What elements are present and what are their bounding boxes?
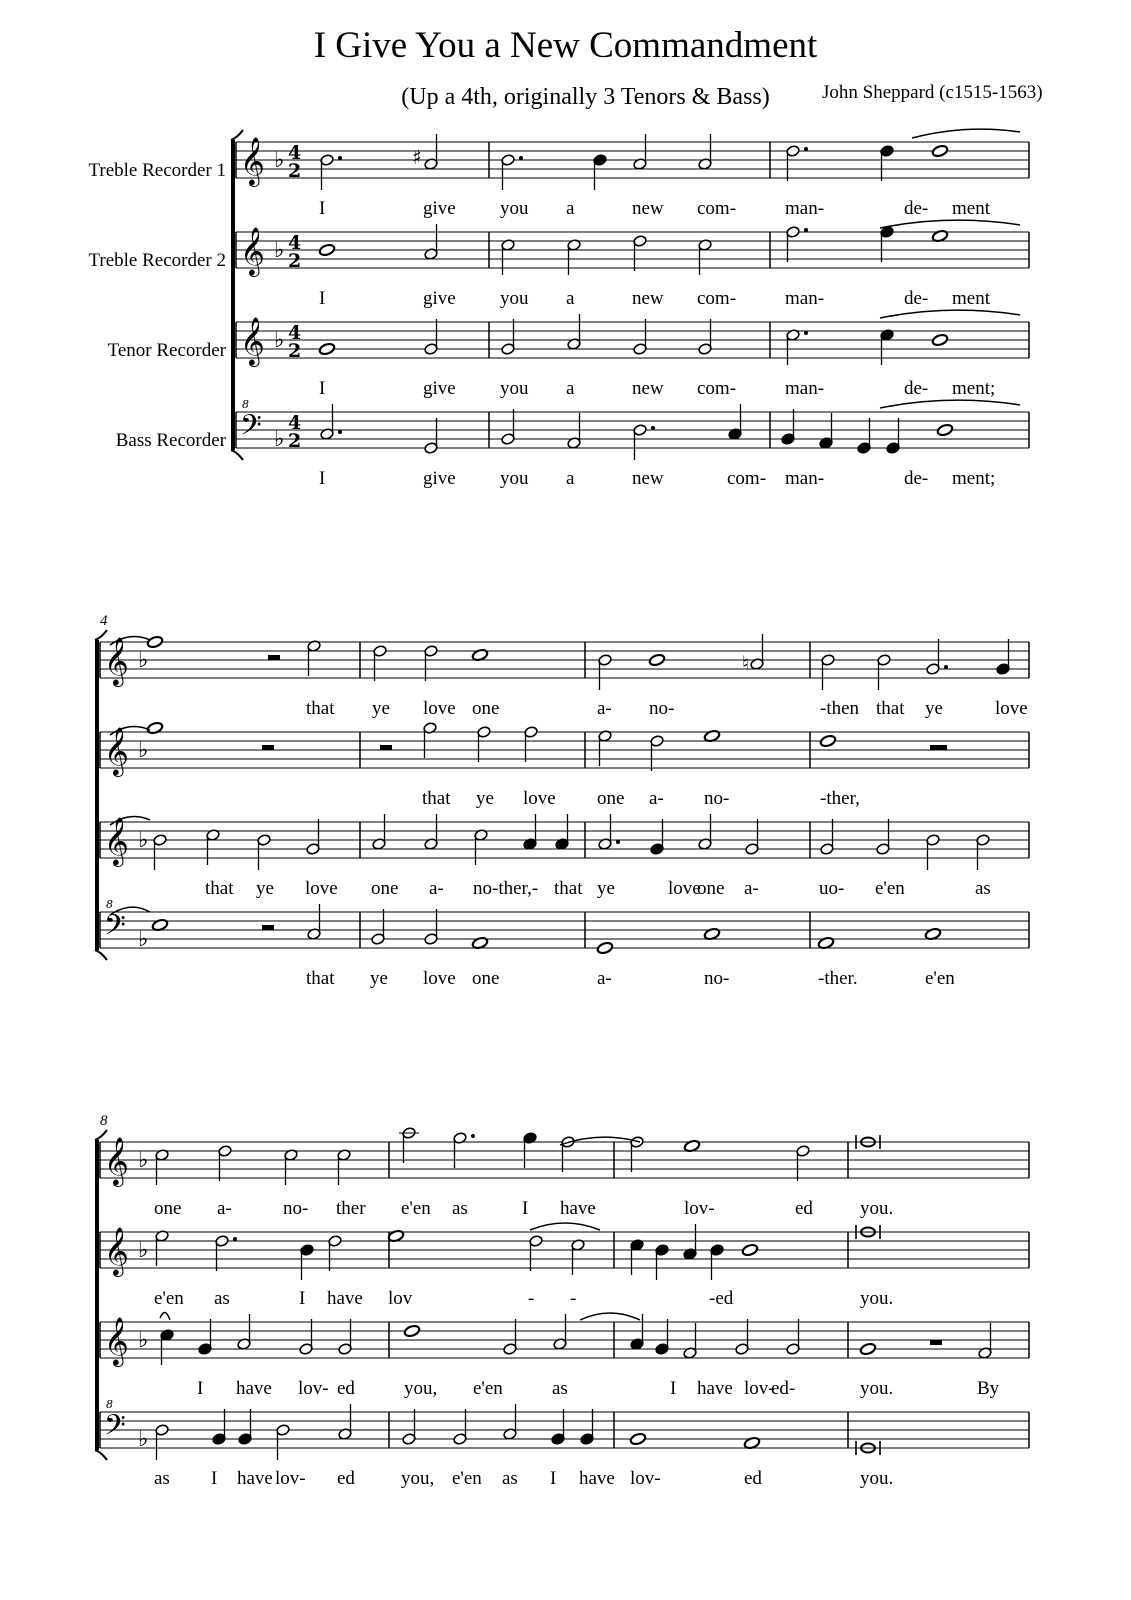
flat-icon: ♭ bbox=[274, 328, 285, 353]
lyric-syllable: de- bbox=[904, 198, 929, 219]
lyric-syllable: de- bbox=[904, 468, 929, 489]
lyric-syllable: - bbox=[528, 1288, 535, 1309]
lyric-syllable: ed bbox=[337, 1378, 355, 1399]
augmentation-dot bbox=[804, 228, 808, 232]
lyric-syllable: love bbox=[523, 788, 556, 809]
lyric-syllable: you. bbox=[860, 1288, 894, 1309]
augmentation-dot bbox=[804, 147, 808, 151]
half-rest-icon bbox=[268, 655, 280, 660]
lyric-syllable: ye bbox=[597, 878, 615, 899]
lyric-syllable: have bbox=[236, 1378, 272, 1399]
tie-slur bbox=[880, 220, 1020, 228]
lyric-syllable: ed- bbox=[771, 1378, 796, 1399]
score-subtitle: (Up a 4th, originally 3 Tenors & Bass) bbox=[401, 84, 770, 110]
lyric-syllable: a bbox=[566, 468, 575, 489]
treble-clef-icon: 𝄞 bbox=[104, 636, 129, 685]
natural-icon: ♮ bbox=[742, 651, 750, 675]
augmentation-dot bbox=[804, 331, 808, 335]
lyric-syllable: de- bbox=[904, 378, 929, 399]
lyric-syllable: I bbox=[319, 468, 326, 489]
tie-slur bbox=[580, 1313, 640, 1320]
flat-icon: ♭ bbox=[138, 738, 149, 763]
note-head bbox=[596, 941, 613, 955]
treble-clef-icon: 𝄞 bbox=[104, 1136, 129, 1185]
lyric-syllable: I bbox=[550, 1468, 557, 1489]
bass-clef-icon: 𝄢 bbox=[104, 909, 126, 949]
time-signature-bottom: 2 bbox=[288, 250, 302, 272]
lyric-syllable: e'en bbox=[875, 878, 905, 899]
lyric-syllable: a bbox=[566, 288, 575, 309]
note-head bbox=[819, 734, 836, 748]
measure-number-4: 4 bbox=[100, 613, 108, 629]
time-signature-top: 4 bbox=[288, 322, 302, 344]
lyric-syllable: ed bbox=[795, 1198, 813, 1219]
lyric-syllable: ther bbox=[336, 1198, 366, 1219]
tie-slur bbox=[912, 129, 1020, 138]
bracket-bottom-hook bbox=[231, 450, 243, 460]
time-signature-top: 4 bbox=[288, 412, 302, 434]
lyric-syllable: I bbox=[299, 1288, 306, 1309]
flat-icon: ♭ bbox=[138, 927, 149, 952]
lyric-syllable: com- bbox=[697, 288, 737, 309]
note-head bbox=[741, 1243, 758, 1257]
lyric-syllable: love bbox=[423, 698, 456, 719]
lyric-syllable: new bbox=[632, 288, 664, 309]
lyric-syllable: have bbox=[327, 1288, 363, 1309]
lyric-syllable: that bbox=[876, 698, 905, 719]
lyric-syllable: ed bbox=[337, 1468, 355, 1489]
lyric-syllable: a- bbox=[597, 698, 612, 719]
treble-clef-icon: 𝄞 bbox=[104, 726, 129, 775]
lyric-syllable: lov- bbox=[275, 1468, 306, 1489]
lyric-syllable: one bbox=[154, 1198, 182, 1219]
bracket-bottom-hook bbox=[95, 1450, 107, 1460]
augmentation-dot bbox=[471, 1134, 475, 1138]
lyric-syllable: man- bbox=[785, 468, 825, 489]
half-rest-icon bbox=[930, 745, 942, 750]
lyric-syllable: I bbox=[670, 1378, 677, 1399]
lyric-syllable: e'en bbox=[154, 1288, 184, 1309]
lyric-syllable: have bbox=[579, 1468, 615, 1489]
lyric-syllable: as bbox=[552, 1378, 568, 1399]
lyric-syllable: one bbox=[371, 878, 399, 899]
flat-icon: ♭ bbox=[274, 148, 285, 173]
lyric-syllable: you. bbox=[860, 1468, 894, 1489]
lyric-syllable: one bbox=[472, 968, 500, 989]
bass-clef-icon: 𝄢 bbox=[104, 1409, 126, 1449]
lyric-syllable: that bbox=[306, 698, 335, 719]
lyric-syllable: - bbox=[570, 1288, 577, 1309]
lyric-syllable: man- bbox=[785, 198, 825, 219]
lyric-syllable: ye bbox=[476, 788, 494, 809]
bracket-bottom-hook bbox=[95, 950, 107, 960]
augmentation-dot bbox=[616, 840, 620, 844]
treble-clef-icon: 𝄞 bbox=[240, 226, 265, 275]
lyric-syllable: ment bbox=[952, 288, 990, 309]
treble-clef-icon: 𝄞 bbox=[104, 816, 129, 865]
part-name-tenor: Tenor Recorder bbox=[107, 340, 226, 361]
lyric-syllable: I bbox=[319, 198, 326, 219]
lyric-syllable: love bbox=[423, 968, 456, 989]
lyric-syllable: I bbox=[319, 288, 326, 309]
lyric-syllable: ment; bbox=[952, 378, 996, 399]
lyric-syllable: I bbox=[522, 1198, 529, 1219]
lyric-syllable: ye bbox=[925, 698, 943, 719]
half-rest-icon bbox=[380, 745, 392, 750]
lyric-syllable: you bbox=[500, 198, 529, 219]
measure-number-8: 8 bbox=[100, 1113, 108, 1129]
tie-slur bbox=[880, 310, 1020, 318]
lyric-syllable: -ther, bbox=[820, 788, 860, 809]
lyric-syllable: uo- bbox=[819, 878, 845, 899]
lyric-syllable: that bbox=[422, 788, 451, 809]
lyric-syllable: com- bbox=[727, 468, 767, 489]
sharp-icon: ♯ bbox=[412, 145, 422, 169]
lyric-syllable: com- bbox=[697, 198, 737, 219]
lyric-syllable: lov- bbox=[744, 1378, 775, 1399]
lyric-syllable: new bbox=[632, 198, 664, 219]
time-signature-bottom: 2 bbox=[288, 160, 302, 182]
augmentation-dot bbox=[338, 430, 342, 434]
augmentation-dot bbox=[944, 665, 948, 669]
note-head bbox=[931, 333, 948, 347]
lyric-syllable: that bbox=[306, 968, 335, 989]
lyric-syllable: you, bbox=[404, 1378, 438, 1399]
lyric-syllable: no- bbox=[704, 968, 730, 989]
lyric-syllable: have bbox=[560, 1198, 596, 1219]
lyric-syllable: e'en bbox=[401, 1198, 431, 1219]
lyric-syllable: ye bbox=[372, 698, 390, 719]
octave-mark: 8 bbox=[106, 898, 113, 911]
note-head bbox=[936, 423, 953, 437]
note-head bbox=[146, 635, 163, 649]
lyric-syllable: lov- bbox=[298, 1378, 329, 1399]
lyric-syllable: you bbox=[500, 288, 529, 309]
lyric-syllable: you. bbox=[860, 1378, 894, 1399]
lyric-syllable: love bbox=[995, 698, 1028, 719]
lyric-syllable: e'en bbox=[452, 1468, 482, 1489]
lyric-syllable: ment; bbox=[952, 468, 996, 489]
lyric-syllable: a bbox=[566, 378, 575, 399]
score-title: I Give You a New Commandment bbox=[313, 25, 818, 66]
lyric-syllable: have bbox=[237, 1468, 273, 1489]
time-signature-top: 4 bbox=[288, 232, 302, 254]
flat-icon: ♭ bbox=[274, 238, 285, 263]
lyric-syllable: a bbox=[566, 198, 575, 219]
lyric-syllable: as bbox=[214, 1288, 230, 1309]
lyric-syllable: you bbox=[500, 468, 529, 489]
lyric-syllable: a- bbox=[649, 788, 664, 809]
lyric-syllable: e'en bbox=[925, 968, 955, 989]
lyric-syllable: com- bbox=[697, 378, 737, 399]
lyric-syllable: no- bbox=[283, 1198, 309, 1219]
lyric-syllable: a- bbox=[217, 1198, 232, 1219]
augmentation-dot bbox=[519, 156, 523, 160]
half-rest-icon bbox=[262, 925, 274, 930]
composer-credit: John Sheppard (c1515-1563) bbox=[822, 82, 1043, 103]
half-rest-icon bbox=[930, 1340, 942, 1345]
lyric-syllable: ye bbox=[256, 878, 274, 899]
treble-clef-icon: 𝄞 bbox=[104, 1316, 129, 1365]
lyric-syllable: man- bbox=[785, 378, 825, 399]
flat-icon: ♭ bbox=[138, 1238, 149, 1263]
lyric-syllable: as bbox=[502, 1468, 518, 1489]
tie-slur bbox=[160, 1312, 170, 1320]
note-head bbox=[931, 144, 948, 158]
flat-icon: ♭ bbox=[138, 828, 149, 853]
bass-clef-icon: 𝄢 bbox=[240, 409, 262, 449]
lyric-syllable: e'en bbox=[473, 1378, 503, 1399]
lyric-syllable: By bbox=[977, 1378, 1000, 1399]
lyric-syllable: no- bbox=[649, 698, 675, 719]
lyric-syllable: give bbox=[423, 288, 456, 309]
lyric-syllable: you, bbox=[401, 1468, 435, 1489]
part-name-treble-2: Treble Recorder 2 bbox=[88, 250, 226, 271]
lyric-syllable: I bbox=[211, 1468, 218, 1489]
lyric-syllable: you. bbox=[860, 1198, 894, 1219]
octave-mark: 8 bbox=[106, 1398, 113, 1411]
flat-icon: ♭ bbox=[138, 648, 149, 673]
system-bracket bbox=[231, 140, 235, 450]
augmentation-dot bbox=[651, 426, 655, 430]
treble-clef-icon: 𝄞 bbox=[240, 136, 265, 185]
system-bracket bbox=[95, 640, 99, 950]
lyric-syllable: love bbox=[668, 878, 701, 899]
lyric-syllable: no- bbox=[704, 788, 730, 809]
treble-clef-icon: 𝄞 bbox=[104, 1226, 129, 1275]
lyric-syllable: one bbox=[697, 878, 725, 899]
lyric-syllable: lov- bbox=[684, 1198, 715, 1219]
lyric-syllable: man- bbox=[785, 288, 825, 309]
part-name-bass: Bass Recorder bbox=[115, 430, 226, 451]
lyric-syllable: as bbox=[975, 878, 991, 899]
flat-icon: ♭ bbox=[138, 1427, 149, 1452]
lyric-syllable: give bbox=[423, 198, 456, 219]
note-head bbox=[859, 1342, 876, 1356]
note-head bbox=[318, 243, 335, 257]
note-head bbox=[629, 1432, 646, 1446]
system-bracket bbox=[95, 1140, 99, 1450]
lyric-syllable: lov bbox=[388, 1288, 413, 1309]
lyric-syllable: I bbox=[197, 1378, 204, 1399]
lyric-syllable: love bbox=[305, 878, 338, 899]
time-signature-bottom: 2 bbox=[288, 430, 302, 452]
part-name-treble-1: Treble Recorder 1 bbox=[88, 160, 226, 181]
lyric-syllable: give bbox=[423, 468, 456, 489]
augmentation-dot bbox=[233, 1237, 237, 1241]
lyric-syllable: -then bbox=[820, 698, 860, 719]
lyric-syllable: that bbox=[554, 878, 583, 899]
lyric-syllable: one bbox=[472, 698, 500, 719]
flat-icon: ♭ bbox=[138, 1328, 149, 1353]
lyric-syllable: ment bbox=[952, 198, 990, 219]
tie-slur bbox=[880, 400, 1020, 408]
lyric-syllable: new bbox=[632, 468, 664, 489]
lyric-syllable: that bbox=[205, 878, 234, 899]
lyric-syllable: you bbox=[500, 378, 529, 399]
lyric-syllable: a- bbox=[429, 878, 444, 899]
lyric-syllable: -ther. bbox=[818, 968, 858, 989]
octave-mark: 8 bbox=[242, 398, 249, 411]
lyric-syllable: lov- bbox=[630, 1468, 661, 1489]
lyric-syllable: give bbox=[423, 378, 456, 399]
lyric-syllable: as bbox=[154, 1468, 170, 1489]
flat-icon: ♭ bbox=[138, 1148, 149, 1173]
lyric-syllable: new bbox=[632, 378, 664, 399]
note-head bbox=[318, 342, 335, 356]
lyric-syllable: -ed bbox=[709, 1288, 734, 1309]
tie-slur bbox=[530, 1223, 600, 1230]
lyric-syllable: as bbox=[452, 1198, 468, 1219]
lyric-syllable: a- bbox=[744, 878, 759, 899]
lyric-syllable: no-ther,- bbox=[473, 878, 539, 899]
lyric-syllable: ye bbox=[370, 968, 388, 989]
time-signature-top: 4 bbox=[288, 142, 302, 164]
lyric-syllable: ed bbox=[744, 1468, 762, 1489]
augmentation-dot bbox=[338, 156, 342, 160]
flat-icon: ♭ bbox=[274, 427, 285, 452]
half-rest-icon bbox=[262, 745, 274, 750]
lyric-syllable: I bbox=[319, 378, 326, 399]
lyric-syllable: a- bbox=[597, 968, 612, 989]
time-signature-bottom: 2 bbox=[288, 340, 302, 362]
note-head bbox=[403, 1324, 420, 1338]
lyric-syllable: have bbox=[697, 1378, 733, 1399]
lyric-syllable: one bbox=[597, 788, 625, 809]
note-head bbox=[648, 653, 665, 667]
lyric-syllable: de- bbox=[904, 288, 929, 309]
note-head bbox=[146, 721, 163, 735]
treble-clef-icon: 𝄞 bbox=[240, 316, 265, 365]
